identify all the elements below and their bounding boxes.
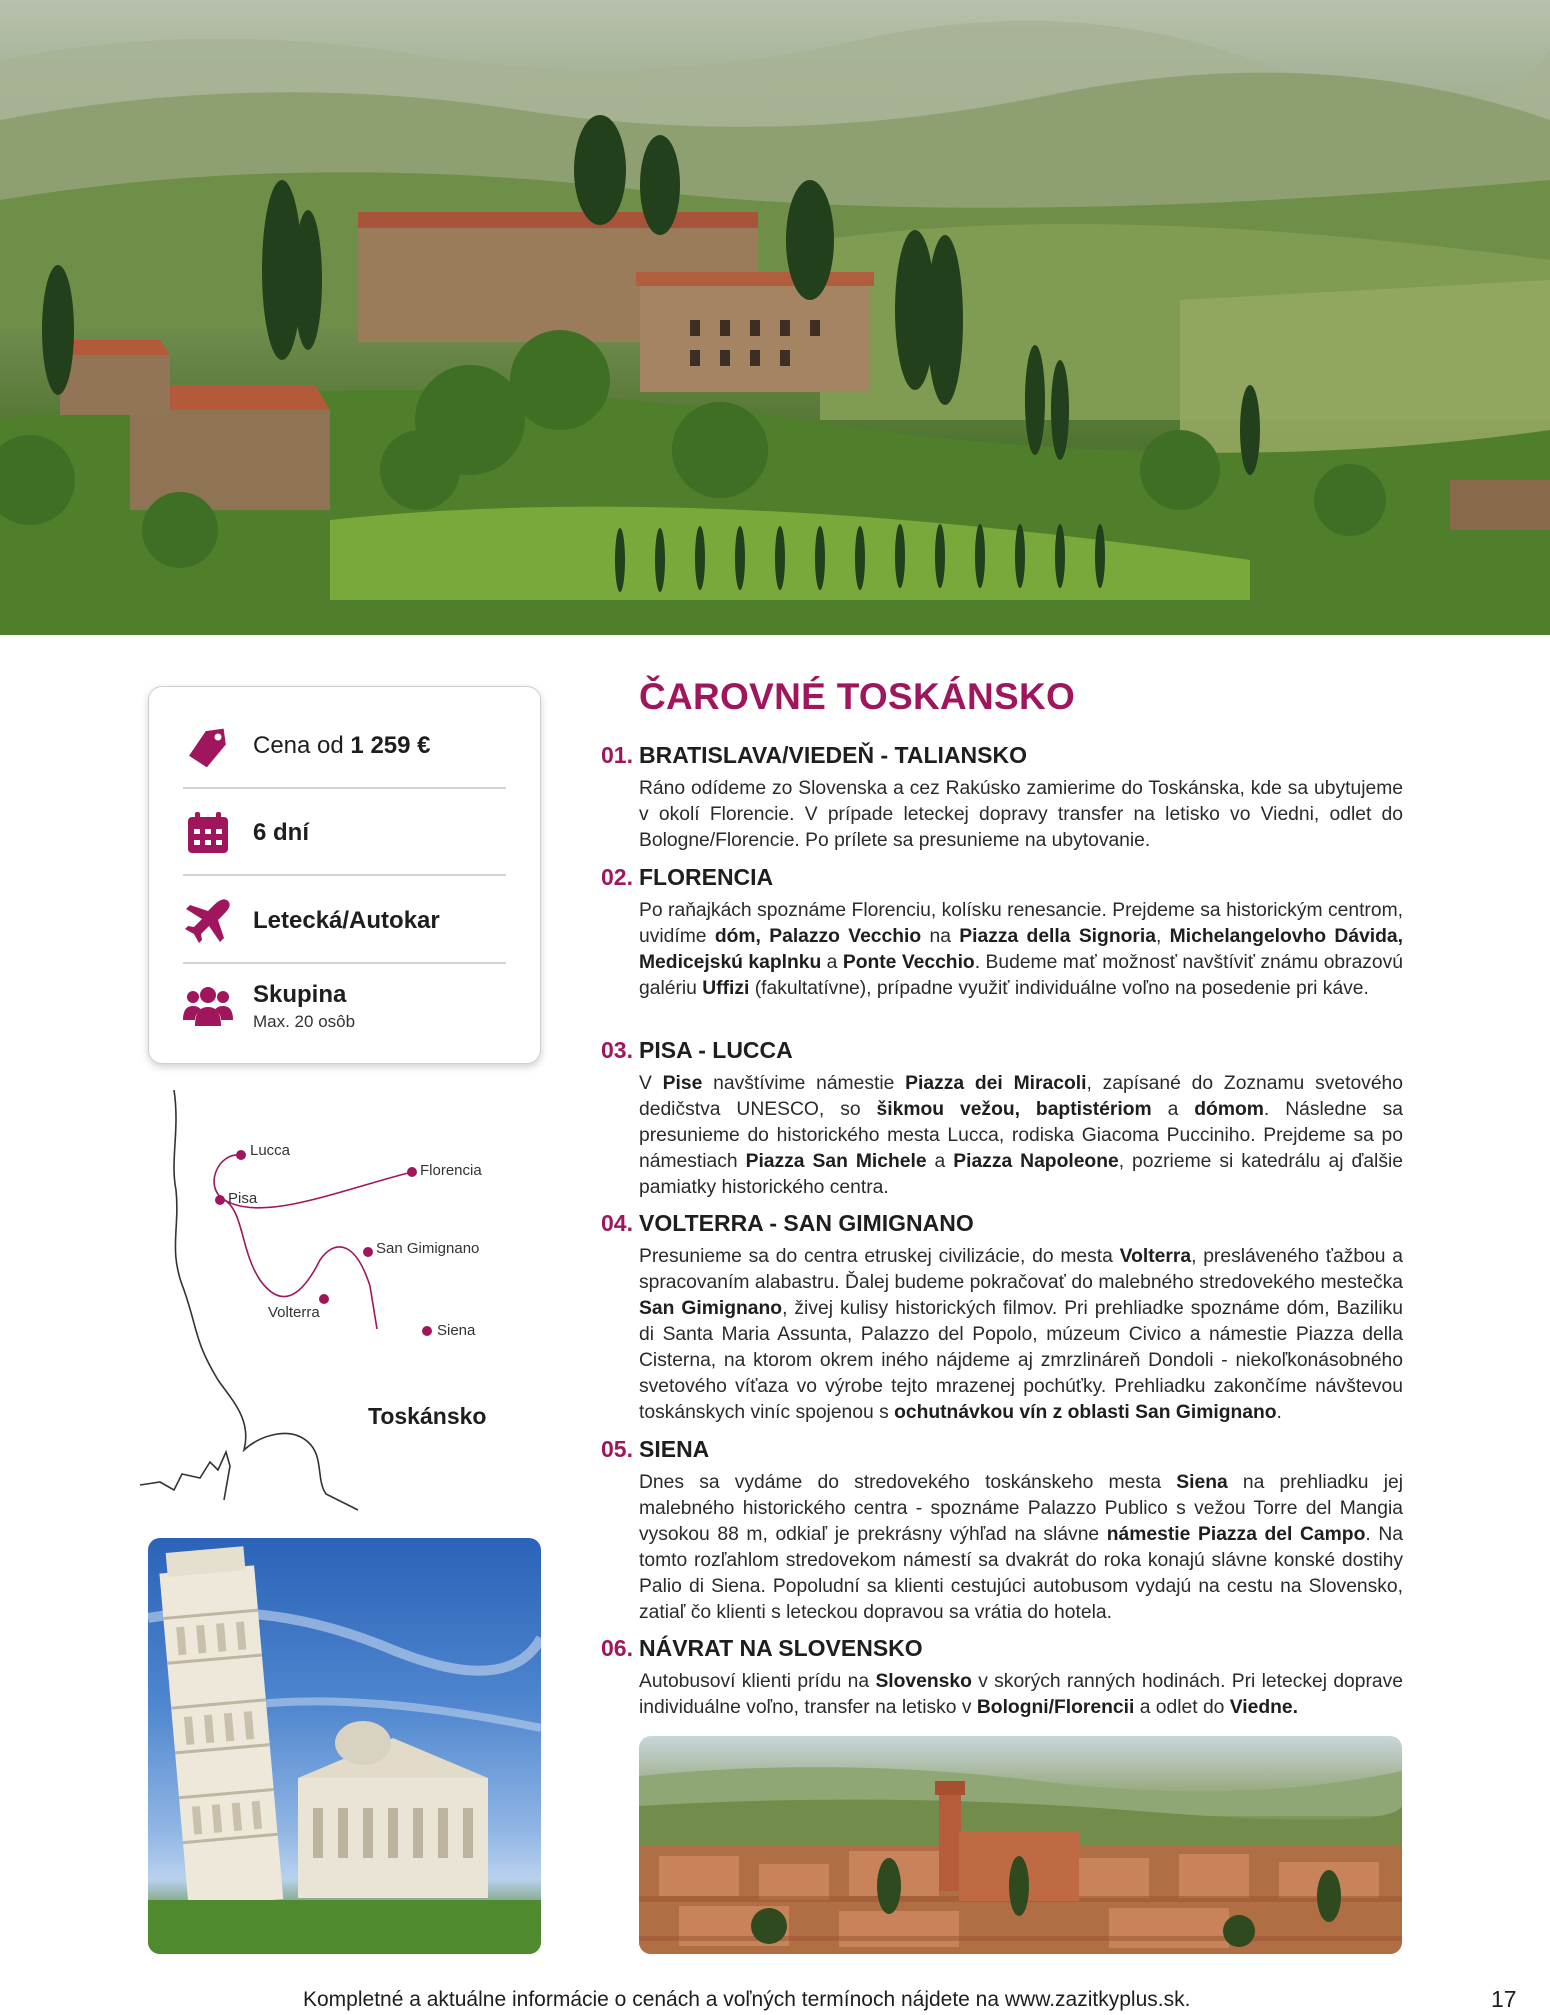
text-run: . Budeme mať možnosť navštíviť známu obrazovú galériu <box>639 952 1404 999</box>
price-tag-icon <box>183 721 233 771</box>
map-label-lucca: Lucca <box>250 1142 291 1159</box>
footer-note: Kompletné a aktuálne informácie o cenách a voľných termínoch nájdete na www.zazitkyplus.sk. <box>303 1988 1191 2011</box>
day-section <box>601 742 1403 854</box>
highlighted-text: ochutnávkou vín z oblasti San Gimignano <box>894 1402 1277 1423</box>
day-number: 03. <box>601 1037 633 1063</box>
day-title: NÁVRAT NA SLOVENSKO <box>639 1635 923 1661</box>
day-title: FLORENCIA <box>639 864 774 890</box>
price-row <box>183 721 506 771</box>
route-map <box>140 1090 560 1520</box>
tuscany-route-map <box>140 1090 560 1520</box>
highlighted-text: dóm, Palazzo Vecchio <box>714 926 922 947</box>
highlighted-text: Ponte Vecchio <box>842 952 975 973</box>
hero-photo <box>0 0 1550 635</box>
day-title: SIENA <box>639 1436 710 1462</box>
day-title: PISA - LUCCA <box>639 1037 793 1063</box>
text-run: Presunieme sa do centra etruskej civilizácie, do mesta <box>639 1246 1120 1267</box>
text-run: Po raňajkách spoznáme Florenciu, kolísku renesancie. Prejdeme sa historickým centrom, uvidíme <box>639 900 1403 947</box>
pisa-marker <box>215 1195 225 1205</box>
siena-marker <box>422 1326 432 1336</box>
day-number: 05. <box>601 1436 633 1462</box>
map-label-san-gimignano: San Gimignano <box>376 1240 480 1257</box>
day-section <box>601 864 1403 1002</box>
text-run: . Na tomto rozľahlom stredovekom námestí sa dvakrát do roka konajú slávne konské dostihy Palio di Siena. Popoludní sa klienti cestujúci autobusom vydajú na cestu na Slovensko, zatiaľ čo klienti s leteckou dopravou sa vrátia do hotela. <box>639 1524 1403 1623</box>
pisa-illustration <box>148 1538 541 1954</box>
map-label-pisa: Pisa <box>228 1190 258 1207</box>
text-run: Ráno odídeme zo Slovenska a cez Rakúsko zamierime do Toskánska, kde sa ubytujeme v okolí Florencie. V prípade leteckej dopravy transfer na letisko vo Viedni, odlet do Bologne/Florencie. Po prílete sa presunieme na ubytovanie. <box>639 778 1403 851</box>
price-label: Cena od <box>253 732 344 759</box>
day-description <box>639 1244 1403 1426</box>
highlighted-text: Piazza San Michele <box>745 1151 927 1172</box>
highlighted-text: námestie Piazza del Campo <box>1106 1524 1366 1545</box>
text-run: . Následne sa presunieme do historického mesta Lucca, rodiska Giacoma Pucciniho. Prejdeme sa po námestiach <box>639 1099 1403 1172</box>
map-label-volterra: Volterra <box>268 1304 320 1321</box>
pisa-tower-photo <box>148 1538 541 1954</box>
day-description <box>639 1669 1403 1721</box>
san-gimignano-marker <box>363 1247 373 1257</box>
page-number: 17 <box>1491 1986 1517 2012</box>
transport-row <box>183 896 506 946</box>
text-run: , živej kulisy historických filmov. Pri prehliadke spoznáme dóm, Baziliku di Santa Maria Assunta, Palazzo del Popolo, múzeum Civico a námestie Piazza della Cisterna, na ktorom okrem iného nájdeme aj zmrzlináreň Dondoli - niekoľkonásobného svetového víťaza vo výrobe tejto mrazenej pochúťky. Prehliadku zakončíme návštevou toskánskych viníc spojenou s <box>639 1298 1403 1423</box>
group-title: Skupina <box>253 981 347 1008</box>
highlighted-text: Uffizi <box>702 978 750 999</box>
siena-illustration <box>639 1736 1402 1954</box>
highlighted-text: Siena <box>1176 1472 1228 1493</box>
highlighted-text: San Gimignano <box>639 1298 783 1319</box>
price-value: 1 259 € <box>350 732 431 759</box>
day-number: 01. <box>601 742 633 768</box>
card-divider <box>183 874 506 876</box>
volterra-marker <box>319 1294 329 1304</box>
text-run: , presláveného ťažbou a spracovaním alabastru. Ďalej budeme pokračovať do malebného stredovekého mestečka <box>639 1246 1403 1293</box>
page-title: ČAROVNÉ TOSKÁNSKO <box>639 676 1076 717</box>
day-section <box>601 1436 1403 1626</box>
map-region-title: Toskánsko <box>368 1403 487 1429</box>
text-run: navštívime námestie <box>702 1073 906 1094</box>
map-label-siena: Siena <box>437 1322 476 1339</box>
tuscany-landscape-illustration <box>0 0 1550 635</box>
highlighted-text: Slovensko <box>875 1671 972 1692</box>
day-description <box>639 1071 1403 1201</box>
highlighted-text: Piazza dei Miracoli <box>905 1073 1087 1094</box>
text-run: a <box>821 952 843 973</box>
day-section <box>601 1037 1403 1201</box>
day-title: BRATISLAVA/VIEDEŇ - TALIANSKO <box>639 742 1028 768</box>
highlighted-text: dómom <box>1194 1099 1264 1120</box>
text-run: a <box>926 1151 954 1172</box>
highlighted-text: Michelangelovho Dávida, Medicejskú kaplnku <box>639 926 1404 973</box>
duration-value: 6 dní <box>253 819 310 846</box>
text-run: na <box>921 926 960 947</box>
day-description <box>639 1470 1403 1626</box>
day-section <box>601 1210 1403 1426</box>
group-row <box>183 981 506 1032</box>
transport-value: Letecká/Autokar <box>253 907 440 934</box>
day-number: 04. <box>601 1210 633 1236</box>
people-icon <box>183 982 233 1032</box>
text-run: a <box>1151 1099 1195 1120</box>
florencia-marker <box>407 1167 417 1177</box>
highlighted-text: Pise <box>662 1073 703 1094</box>
highlighted-text: Viedne. <box>1229 1697 1298 1718</box>
text-run: na prehliadku jej malebného historického centra - spoznáme Palazzo Publico s vežou Torre del Mangia vysokou 88 m, odkiaľ je prekrásny výhľad na slávne <box>639 1472 1403 1545</box>
text-run: (fakultatívne), prípadne využiť individuálne voľno na posedenie pri káve. <box>749 978 1369 999</box>
highlighted-text: Bologni/Florencii <box>976 1697 1135 1718</box>
trip-info-card <box>148 686 541 1064</box>
day-number: 02. <box>601 864 633 890</box>
text-run: Dnes sa vydáme do stredovekého toskánskeho mesta <box>639 1472 1177 1493</box>
day-number: 06. <box>601 1635 633 1661</box>
card-divider <box>183 787 506 789</box>
text-run: V <box>639 1073 663 1094</box>
highlighted-text: Piazza Napoleone <box>953 1151 1119 1172</box>
day-title: VOLTERRA - SAN GIMIGNANO <box>639 1210 974 1236</box>
map-label-florencia: Florencia <box>420 1162 482 1179</box>
card-divider <box>183 962 506 964</box>
duration-row <box>183 808 506 858</box>
plane-icon <box>183 896 233 946</box>
day-description <box>639 776 1403 854</box>
highlighted-text: Piazza della Signoria <box>959 926 1156 947</box>
text-run: , zapísané do Zoznamu svetového dedičstva UNESCO, so <box>639 1073 1403 1120</box>
text-run: , pozrieme si katedrálu aj ďalšie pamiatky historického centra. <box>639 1151 1403 1198</box>
group-subtitle: Max. 20 osôb <box>253 1012 356 1031</box>
calendar-icon <box>183 808 233 858</box>
siena-photo <box>639 1736 1402 1954</box>
text-run: v skorých ranných hodinách. Pri leteckej doprave individuálne voľno, transfer na letisko v <box>639 1671 1404 1718</box>
text-run: Autobusoví klienti prídu na <box>639 1671 876 1692</box>
text-run: , <box>1155 926 1170 947</box>
text-run: . <box>1276 1402 1282 1423</box>
text-run: a odlet do <box>1134 1697 1230 1718</box>
day-section <box>601 1635 1403 1721</box>
highlighted-text: Volterra <box>1119 1246 1192 1267</box>
lucca-marker <box>236 1150 246 1160</box>
day-description <box>639 898 1403 1002</box>
highlighted-text: šikmou vežou, baptistériom <box>876 1099 1152 1120</box>
